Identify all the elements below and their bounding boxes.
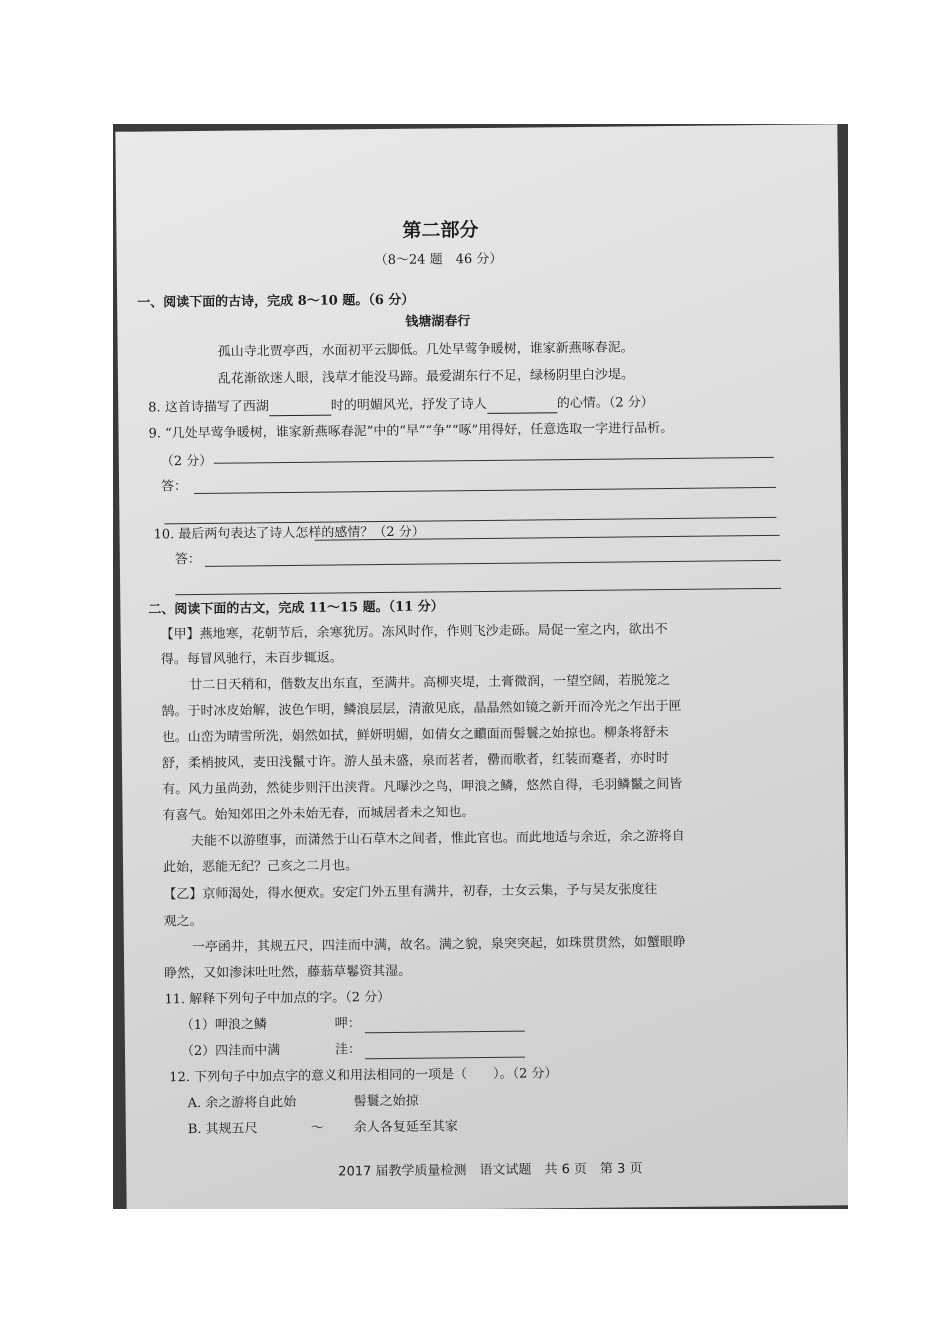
passage-line: 观之。 xyxy=(163,913,203,930)
answer-line xyxy=(214,457,774,464)
question-11-item-2-key: 洼： xyxy=(334,1042,362,1058)
question-8-blank-1 xyxy=(269,401,331,417)
poem-line-2: 乱花渐欲迷人眼，浅草才能没马蹄。最爱湖东行不足，绿杨阴里白沙堤。 xyxy=(217,367,635,387)
page-title: 第二部分 xyxy=(402,219,479,242)
exam-paper xyxy=(115,124,848,1209)
page-subtitle: （8～24 题 46 分） xyxy=(374,251,503,269)
question-10-answer-label: 答： xyxy=(174,551,201,568)
question-8-blank-2 xyxy=(487,398,557,414)
passage-line: 此始，恶能无纪？己亥之二月也。 xyxy=(162,858,359,876)
page-footer: 2017 届教学质量检测 语文试题 共 6 页 第 3 页 xyxy=(338,1161,643,1180)
question-8-part-b: 时的明媚风光，抒发了诗人 xyxy=(330,396,487,414)
passage-line: 廿二日天稍和，偕数友出东直，至满井。高柳夹堤，土膏微润，一望空阔，若脱笼之 xyxy=(189,673,671,694)
document-photo xyxy=(113,124,848,1209)
poem-title: 钱塘湖春行 xyxy=(405,314,471,330)
question-9-score: （2 分） xyxy=(160,453,213,470)
question-12-option-b-1: B. 其规五尺 xyxy=(187,1121,258,1138)
question-12-option-a-1: A. 余之游将自此始 xyxy=(187,1094,297,1112)
question-12-option-a-2: 髻鬟之始掠 xyxy=(353,1093,419,1110)
passage-line: 睁然，又如渗沫吐吐然，藤蓊草鬈资其湿。 xyxy=(164,963,412,982)
answer-line xyxy=(365,1031,525,1034)
question-11: 11. 解释下列句子中加点的字。（2 分） xyxy=(164,989,391,1008)
section1-heading: 一、阅读下面的古诗，完成 8～10 题。（6 分） xyxy=(137,292,415,311)
answer-line xyxy=(365,1057,525,1060)
question-11-item-1: （1）呷浪之鳞 xyxy=(180,1017,268,1034)
question-10: 10. 最后两句表达了诗人怎样的感情？（2 分） xyxy=(153,524,425,543)
question-11-item-1-key: 呷： xyxy=(334,1016,361,1032)
question-11-item-2: （2）四洼而中满 xyxy=(180,1043,281,1060)
passage-line: 也。山峦为晴雪所洗，娟然如拭，鲜妍明媚，如倩女之靧面而髻鬟之始掠也。柳条将舒未 xyxy=(161,725,669,746)
answer-line xyxy=(205,560,781,567)
section2-heading: 二、阅读下面的古文，完成 11～15 题。（11 分） xyxy=(148,599,444,618)
passage-line: 【乙】京师渴处，得水便欢。安定门外五里有满井，初春，士女云集，予与吴友张度往 xyxy=(163,882,658,903)
passage-line: 有喜气。始知郊田之外未始无春，而城居者未之知也。 xyxy=(162,805,475,824)
question-9: 9. “几处早莺争暖树，谁家新燕啄春泥”中的“早”“争”“啄”用得好，任意选取一字进行品析。 xyxy=(148,420,674,442)
passage-line: 夫能不以游堕事，而潇然于山石草木之间者，惟此官也。而此地适与余近，余之游将自 xyxy=(190,828,685,850)
question-12: 12. 下列句子中加点字的意义和用法相同的一项是（ ）。（2 分） xyxy=(169,1066,558,1086)
passage-line: 舒，柔梢披风，麦田浅鬣寸许。游人虽未盛，泉而茗者，罍而歌者，红装而蹇者，亦时时 xyxy=(161,751,670,772)
question-12-option-b-mark: ～ xyxy=(310,1120,324,1136)
passage-line: 一亭函井，其规五尺，四洼而中满，故名。满之貌，泉突突起，如珠贯贯然，如蟹眼睁 xyxy=(191,934,686,956)
question-9-answer-label: 答： xyxy=(161,479,188,495)
answer-line xyxy=(194,487,776,494)
poem-line-1: 孤山寺北贾亭西，水面初平云脚低。几处早莺争暖树，谁家新燕啄春泥。 xyxy=(217,340,634,360)
answer-line xyxy=(175,588,781,595)
answer-line xyxy=(164,517,776,524)
passage-line: 鹄。于时冰皮始解，波色乍明，鳞浪层层，清澈见底，晶晶然如镜之新开而冷光之乍出于匣 xyxy=(161,698,682,720)
question-8 xyxy=(148,394,654,417)
passage-line: 【甲】燕地寒，花朝节后，余寒犹厉。冻风时作，作则飞沙走砾。局促一室之内，欲出不 xyxy=(160,622,668,643)
question-8-part-c: 的心情。（2 分） xyxy=(556,395,654,412)
question-12-option-b-2: 余人各复延至其家 xyxy=(353,1119,458,1136)
passage-line: 有。风力虽尚劲，然徒步则汗出浃背。凡曝沙之鸟，呷浪之鳞，悠然自得，毛羽鳞鬣之间皆 xyxy=(162,776,683,798)
passage-line: 得。每冒风驰行，未百步辄返。 xyxy=(160,650,343,668)
question-8-part-a: 8. 这首诗描写了西湖 xyxy=(148,399,269,416)
